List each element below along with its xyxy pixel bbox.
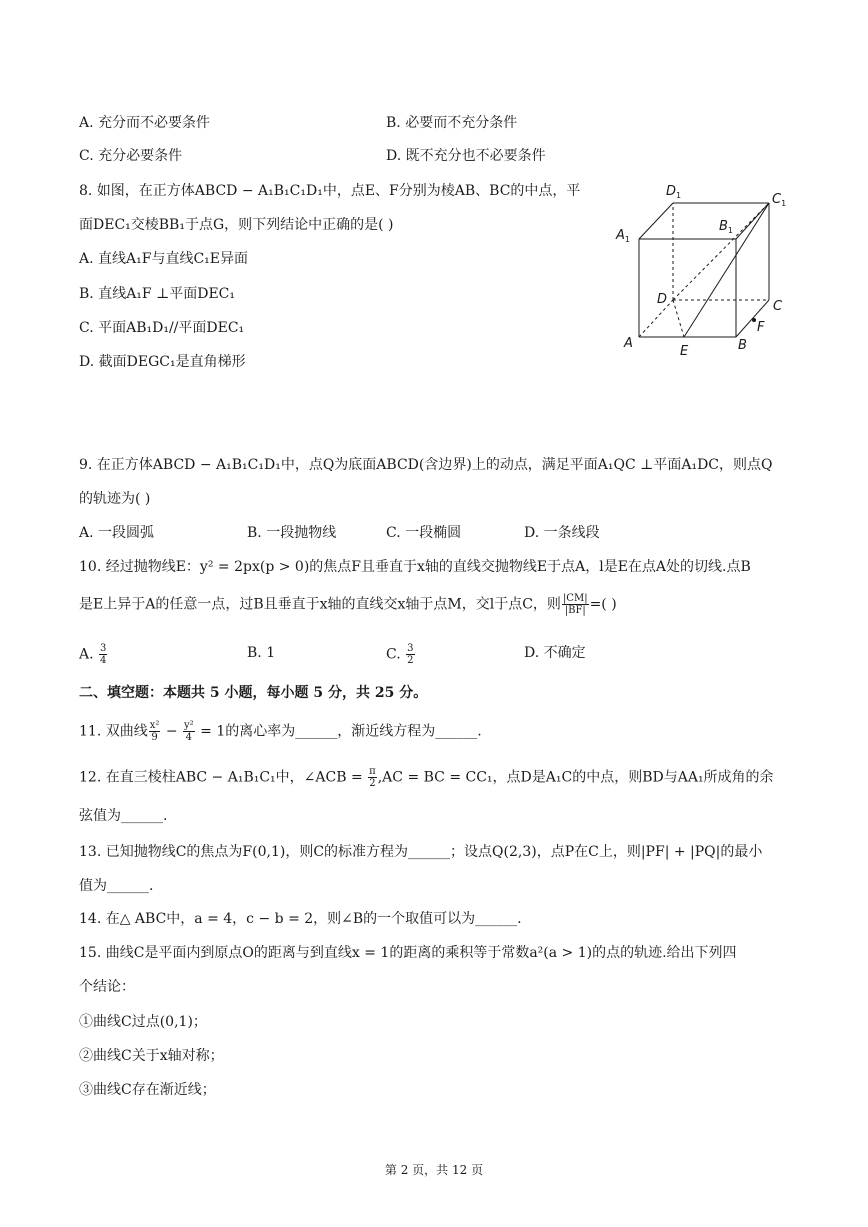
q13-stem-line1: 13. 已知抛物线C的焦点为F(0,1)，则C的标准方程为______；设点Q(2,3)，点P在C上，则|PF| + |PQ|的最小 (79, 844, 763, 860)
q10-option-c-den: 2 (407, 655, 414, 666)
q11-fraction-y (183, 720, 195, 743)
label-a1: $A_1$ (616, 228, 630, 244)
label-c: C (773, 299, 783, 314)
q11-frac-x-den: 9 (151, 732, 158, 743)
q11-minus: − (161, 723, 183, 740)
q11-frac-x-num: x² (149, 720, 160, 731)
label-d1: $D_1$ (666, 184, 682, 200)
q10-option-a-fraction (99, 643, 107, 666)
q14-stem: 14. 在△ ABC中，a = 4，c − b = 2，则∠B的一个取值可以为______. (79, 911, 522, 927)
q10-fraction-numerator: |CM| (562, 593, 588, 604)
q8-option-b: B. 直线A₁F ⊥平面DEC₁ (79, 286, 236, 302)
label-a: A (624, 336, 633, 351)
q8-option-c: C. 平面AB₁D₁//平面DEC₁ (79, 320, 245, 336)
q11-fraction-x (149, 720, 161, 743)
q10-option-d: D. 不确定 (524, 645, 586, 661)
label-f: F (757, 320, 765, 335)
q15-statement-1: ①曲线C过点(0,1)； (79, 1014, 207, 1030)
q12-text-post: ,AC = BC = CC₁，点D是A₁C的中点，则BD与AA₁所成角的余 (377, 769, 774, 786)
point-f-dot (752, 318, 756, 322)
line-d-c1 (673, 203, 769, 300)
q8-option-d: D. 截面DEGC₁是直角梯形 (79, 354, 246, 370)
label-b1: $B_1$ (719, 219, 734, 235)
label-c1: $C_1$ (772, 192, 787, 208)
q10-option-c-label: C. (386, 646, 406, 663)
q7-option-b: B. 必要而不充分条件 (386, 115, 518, 131)
q10-line2-text: 是E上异于A的任意一点，过B且垂直于x轴的直线交x轴于点M，交l于点C，则 (79, 596, 561, 613)
page-footer: 第 2 页，共 12 页 (384, 1163, 484, 1177)
q9-option-d: D. 一条线段 (524, 525, 600, 541)
q15-stem-line2: 个结论： (79, 979, 135, 995)
q7-option-d: D. 既不充分也不必要条件 (386, 148, 546, 164)
q10-option-c-fraction (406, 643, 414, 666)
q15-stem-line1: 15. 曲线C是平面内到原点O的距离与到直线x = 1的距离的乘积等于常数a²(a > 1)的点的轨迹.给出下列四 (79, 945, 737, 961)
q10-option-c (386, 643, 416, 666)
edge-a-d (639, 300, 673, 337)
q10-option-a-den: 4 (100, 655, 107, 666)
line-d-e (673, 300, 684, 337)
q11-text-post: = 1的离心率为______，渐近线方程为______. (195, 723, 482, 740)
q9-option-b: B. 一段抛物线 (247, 525, 337, 541)
q13-stem-line2: 值为______. (79, 878, 154, 894)
q11-text-pre: 11. 双曲线 (79, 723, 148, 740)
q10-stem-line1: 10. 经过抛物线E：y² = 2px(p > 0)的焦点F且垂直于x轴的直线交抛物线E于点A，l是E在点A处的切线.点B (79, 559, 751, 575)
q10-option-b: B. 1 (247, 645, 276, 661)
q8-option-a: A. 直线A₁F与直线C₁E异面 (79, 251, 248, 267)
q7-option-a: A. 充分而不必要条件 (79, 115, 211, 131)
q9-stem-line1: 9. 在正方体ABCD − A₁B₁C₁D₁中，点Q为底面ABCD(含边界)上的动点，满足平面A₁QC ⊥平面A₁DC，则点Q (79, 457, 773, 473)
q10-option-a (79, 643, 108, 666)
edge-b1-c1 (736, 203, 769, 239)
q10-option-a-label: A. (79, 646, 99, 663)
q9-option-c: C. 一段椭圆 (386, 525, 462, 541)
label-e: E (680, 344, 689, 359)
q12-stem-line2: 弦值为______. (79, 808, 168, 824)
q15-statement-2: ②曲线C关于x轴对称； (79, 1048, 224, 1064)
label-b: B (738, 338, 747, 353)
q10-fraction (562, 593, 589, 616)
cube-figure (610, 175, 800, 365)
q10-fraction-denominator: |BF| (564, 605, 586, 616)
q7-option-c: C. 充分必要条件 (79, 148, 183, 164)
q15-statement-3: ③曲线C存在渐近线； (79, 1082, 216, 1098)
q10-option-a-num: 3 (100, 643, 107, 654)
q12-text-pre: 12. 在直三棱柱ABC − A₁B₁C₁中，∠ACB = (79, 769, 368, 786)
q10-line2-end: =( ) (589, 596, 617, 613)
edge-a1-d1 (639, 203, 673, 239)
q8-stem-line1: 8. 如图，在正方体ABCD − A₁B₁C₁D₁中，点E、F分别为棱AB、BC的中点，平 (79, 183, 581, 199)
q12-frac-den: 2 (369, 778, 376, 789)
q10-stem-line2 (79, 593, 617, 616)
q10-option-c-num: 3 (407, 643, 414, 654)
q11-stem (79, 720, 482, 743)
label-d: D (657, 292, 668, 307)
q8-stem-line2: 面DEC₁交棱BB₁于点G，则下列结论中正确的是( ) (79, 217, 394, 233)
q12-stem-line1 (79, 766, 774, 789)
q11-frac-y-num: y² (184, 720, 194, 731)
q12-fraction (368, 766, 377, 789)
q12-frac-num: π (369, 766, 376, 777)
q9-stem-line2: 的轨迹为( ) (79, 491, 151, 507)
q9-option-a: A. 一段圆弧 (79, 525, 155, 541)
q11-frac-y-den: 4 (185, 732, 193, 743)
section-heading-fill-in: 二、填空题：本题共 5 小题，每小题 5 分，共 25 分。 (79, 685, 428, 701)
